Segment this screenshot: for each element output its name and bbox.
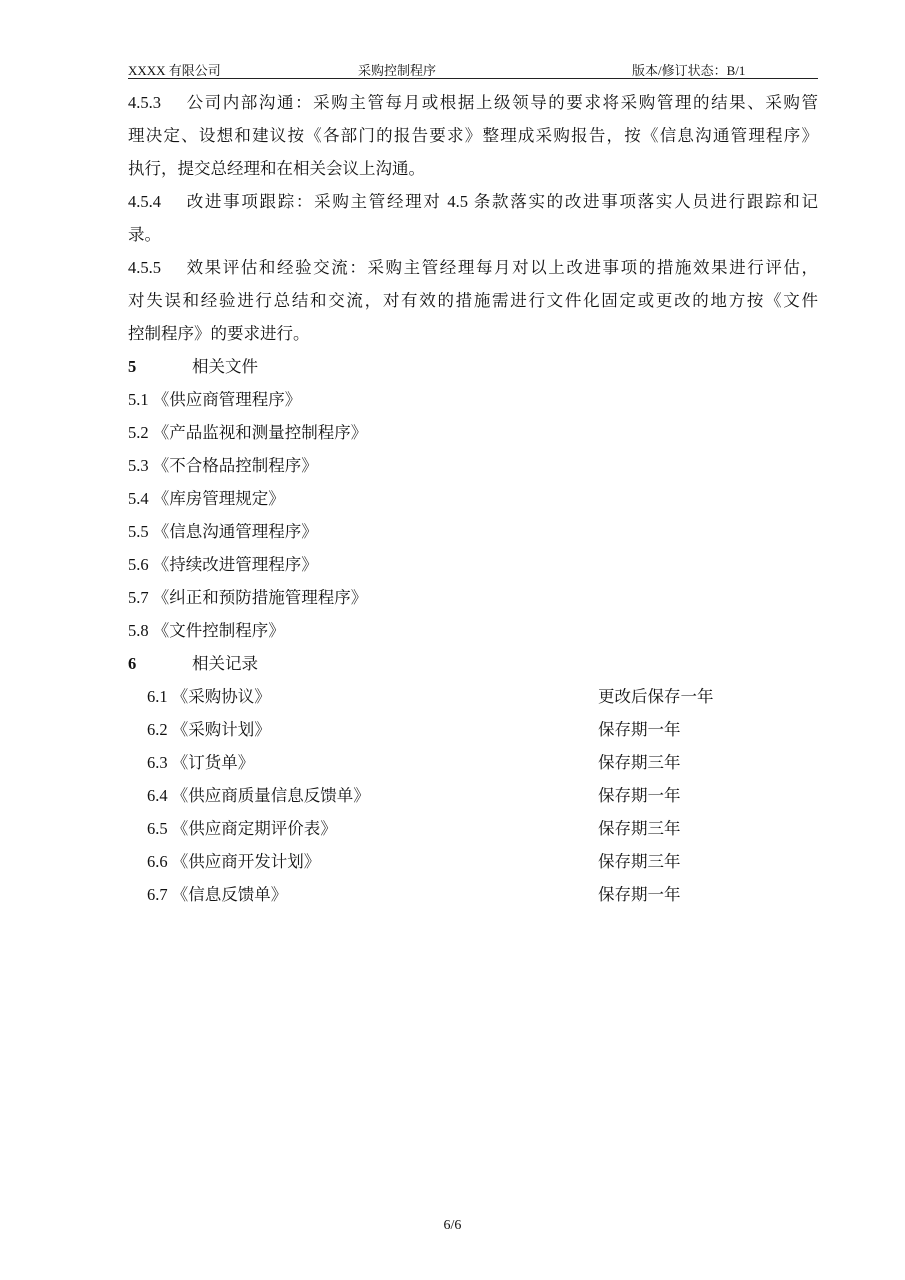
section-heading (128, 350, 818, 383)
record-name: 6.7 《信息反馈单》 (147, 885, 288, 904)
paragraph-text: 公司内部沟通：采购主管每月或根据上级领导的要求将采购管理的结果、采购管 (185, 93, 818, 112)
record-name: 6.5 《供应商定期评价表》 (147, 819, 337, 838)
related-document-item: 5.2 《产品监视和测量控制程序》 (128, 423, 368, 442)
header-title: 采购控制程序 (358, 63, 437, 78)
record-item (128, 845, 818, 878)
record-retention: 保存期三年 (598, 753, 681, 772)
related-document-item: 5.5 《信息沟通管理程序》 (128, 522, 318, 541)
related-document-item: 5.3 《不合格品控制程序》 (128, 456, 318, 475)
paragraph-line (128, 284, 818, 317)
paragraph-text: 理决定、设想和建议按《各部门的报告要求》整理成采购报告，按《信息沟通管理程序》 (128, 126, 818, 145)
record-item (128, 746, 818, 779)
related-document-item: 5.6 《持续改进管理程序》 (128, 555, 318, 574)
header-version: 版本/修订状态：B/1 (632, 63, 746, 78)
paragraph-text: 执行，提交总经理和在相关会议上沟通。 (128, 159, 425, 178)
record-item (128, 680, 818, 713)
record-retention: 保存期三年 (598, 852, 681, 871)
related-document-item: 5.4 《库房管理规定》 (128, 489, 285, 508)
record-name: 6.1 《采购协议》 (147, 687, 271, 706)
record-name: 6.2 《采购计划》 (147, 720, 271, 739)
clause-number: 4.5.3 (128, 93, 161, 112)
section-heading (128, 647, 818, 680)
paragraph-line (128, 152, 818, 185)
record-retention: 保存期一年 (598, 885, 681, 904)
record-retention: 保存期三年 (598, 819, 681, 838)
clause-number: 4.5.4 (128, 192, 161, 211)
clause-number: 4.5.5 (128, 258, 161, 277)
related-document-item: 5.8 《文件控制程序》 (128, 621, 285, 640)
record-item (128, 812, 818, 845)
paragraph-text: 控制程序》的要求进行。 (128, 324, 310, 343)
section-number: 5 (128, 357, 137, 376)
paragraph-text: 效果评估和经验交流：采购主管经理每月对以上改进事项的措施效果进行评估， (185, 258, 818, 277)
paragraph-line (128, 218, 818, 251)
record-item (128, 779, 818, 812)
record-name: 6.4 《供应商质量信息反馈单》 (147, 786, 370, 805)
paragraph-line (128, 119, 818, 152)
record-item (128, 713, 818, 746)
record-name: 6.6 《供应商开发计划》 (147, 852, 321, 871)
record-retention: 更改后保存一年 (598, 687, 714, 706)
record-retention: 保存期一年 (598, 786, 681, 805)
header-company: XXXX 有限公司 (128, 63, 221, 78)
page-header (128, 58, 818, 79)
record-retention: 保存期一年 (598, 720, 681, 739)
section-number: 6 (128, 654, 137, 673)
paragraph-line (128, 251, 818, 284)
record-item (128, 878, 818, 911)
paragraph-line (128, 185, 818, 218)
section-title: 相关文件 (192, 357, 258, 376)
section-title: 相关记录 (192, 654, 258, 673)
record-name: 6.3 《订货单》 (147, 753, 255, 772)
page-number: 6/6 (443, 1218, 462, 1233)
paragraph-line (128, 86, 818, 119)
paragraph-text: 对失误和经验进行总结和交流，对有效的措施需进行文件化固定或更改的地方按《文件 (128, 291, 818, 310)
related-document-item: 5.1 《供应商管理程序》 (128, 390, 302, 409)
paragraph-line (128, 317, 818, 350)
related-document-item: 5.7 《纠正和预防措施管理程序》 (128, 588, 368, 607)
document-body (128, 86, 818, 911)
paragraph-text: 改进事项跟踪：采购主管经理对 4.5 条款落实的改进事项落实人员进行跟踪和记 (185, 192, 818, 211)
paragraph-text: 录。 (128, 225, 161, 244)
